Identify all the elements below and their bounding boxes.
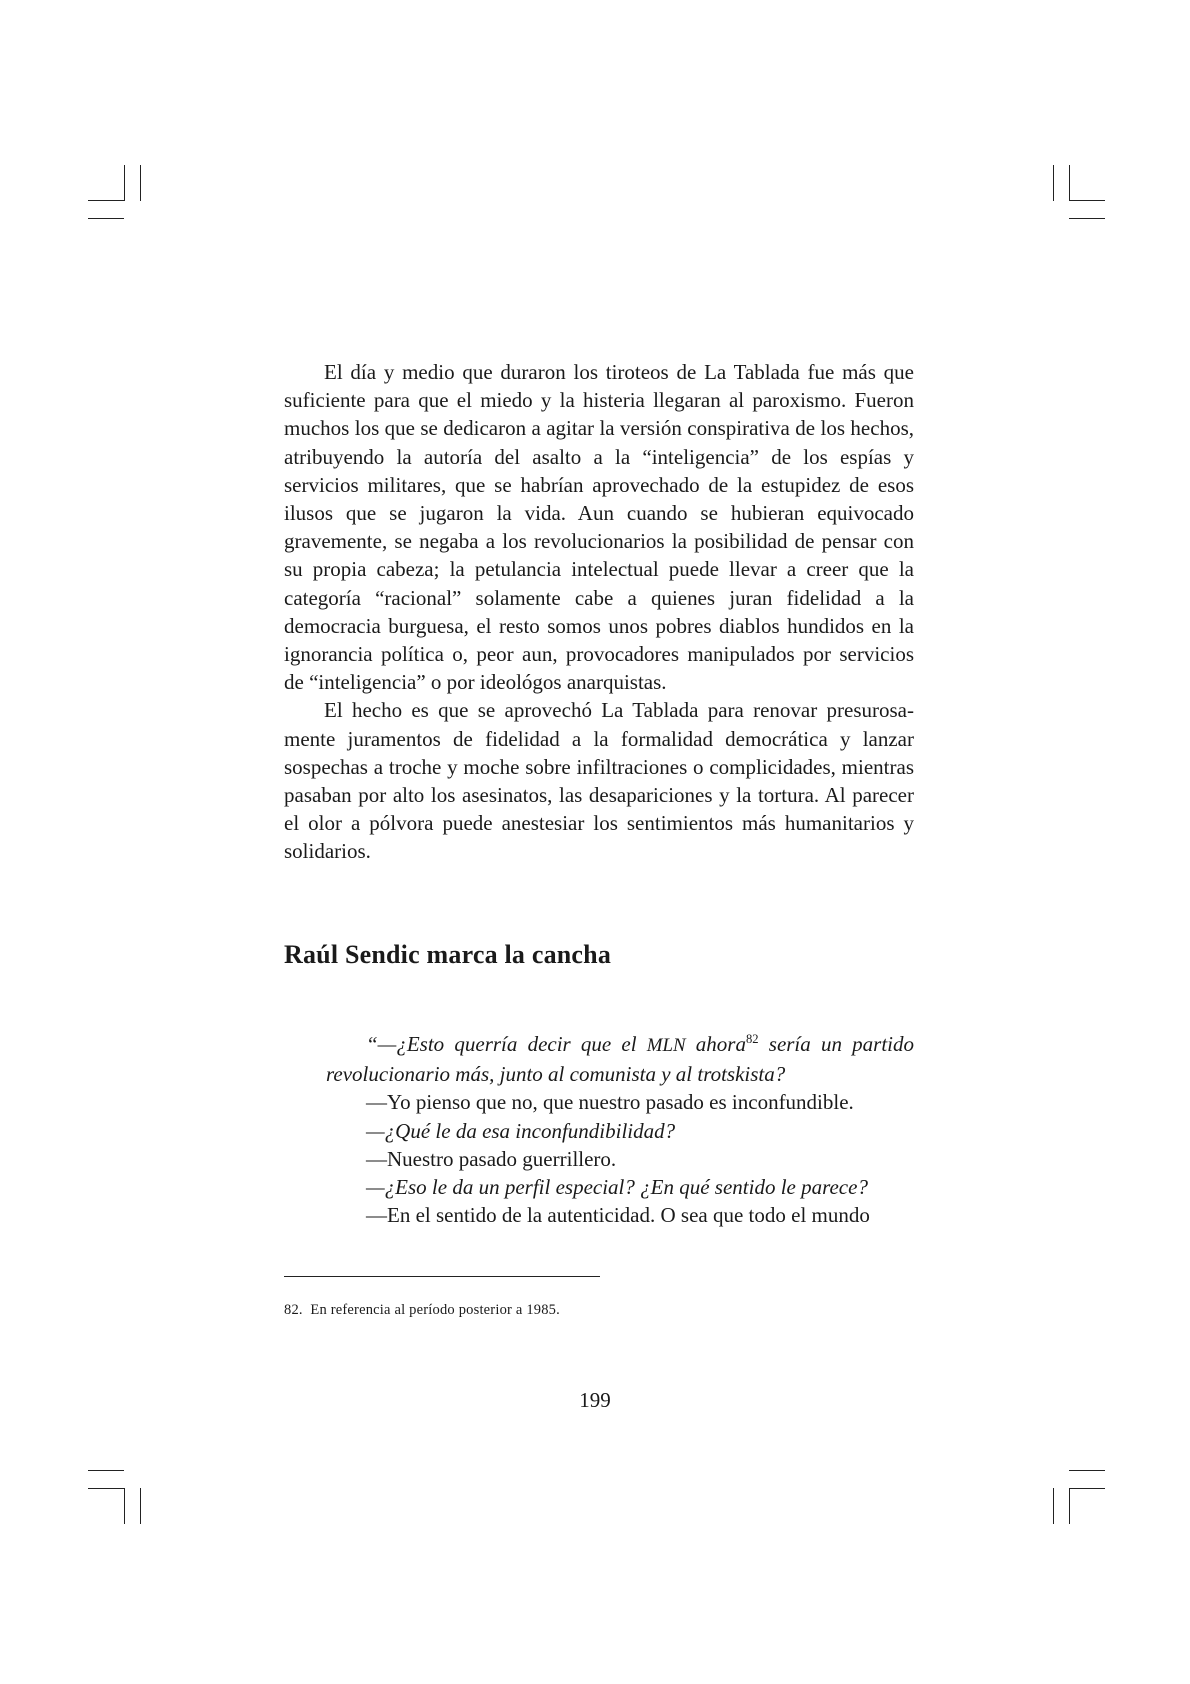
paragraph: El hecho es que se aprovechó La Tablada para renovar presurosamente juramentos de fidelidad a la formalidad democrática y lanzar sospechas a troche y moche sobre infiltraciones o complicidades, mientras pasaban por alto los asesinatos, las desapariciones y la tortura. Al parecer el olor a pólvora puede anestesiar los sentimientos más humanitarios y solidarios.	[284, 698, 914, 864]
interview-line: —¿Qué le da esa inconfundibilidad?	[366, 1118, 676, 1143]
crop-mark	[1069, 1488, 1105, 1489]
interview-line: —¿Eso le da un perfil especial? ¿En qué sentido le parece?	[366, 1175, 868, 1200]
crop-mark	[140, 165, 141, 201]
crop-mark	[1069, 165, 1070, 201]
crop-mark	[88, 1470, 124, 1471]
crop-mark	[1069, 218, 1105, 219]
acronym: MLN	[646, 1035, 686, 1056]
body-text	[284, 358, 914, 866]
question-text: sería un partido revolucionario más, junto al comunista y al trotskista?	[326, 1032, 914, 1087]
paragraph: El día y medio que duraron los tiroteos de La Tablada fue más que suficiente para que el miedo y la histeria llegaran al paroxismo. Fueron muchos los que se dedicaron a agitar la versión conspirativa de los hechos, atribuyendo la autoría del asalto a la “inteligencia” de los espías y servicios militares, que se habrían aprovechado de la estupidez de esos ilusos que se jugaron la vida. Aun cuando se hubieran equivocado gravemente, se negaba a los revolucionarios la posibilidad de pensar con su propia cabeza; la petulancia intelectual puede llevar a creer que la categoría “racional” solamente cabe a quienes juran fidelidad a la democracia burguesa, el resto somos unos pobres diablos hundidos en la ignorancia política o, peor aun, provocadores manipulados por servicios de “inteligencia” o por ideológos anarquistas.	[284, 360, 914, 695]
crop-mark	[1069, 1488, 1070, 1524]
crop-mark	[88, 218, 124, 219]
interview-line: —Yo pienso que no, que nuestro pasado es inconfundible.	[366, 1090, 854, 1115]
crop-mark	[124, 1488, 125, 1524]
crop-mark	[1053, 165, 1054, 201]
section-heading: Raúl Sendic marca la cancha	[284, 940, 612, 969]
question-text: ahora	[685, 1032, 746, 1056]
footnote-divider	[284, 1276, 600, 1277]
footnote-number: 82.	[284, 1302, 303, 1318]
crop-mark	[1069, 1470, 1105, 1471]
crop-mark	[88, 200, 124, 201]
question-text: “—¿Esto querría decir que el	[366, 1032, 647, 1056]
footnote	[284, 1300, 560, 1320]
footnote-text: En referencia al período posterior a 1985.	[310, 1302, 560, 1318]
crop-mark	[124, 165, 125, 201]
interview-quote	[326, 1030, 914, 1229]
interview-line: —En el sentido de la autenticidad. O sea que todo el mundo	[366, 1203, 870, 1228]
interview-question	[326, 1030, 914, 1088]
interview-line: —Nuestro pasado guerrillero.	[366, 1146, 617, 1171]
page-number: 199	[579, 1388, 611, 1412]
crop-mark	[88, 1488, 124, 1489]
crop-mark	[1069, 200, 1105, 201]
crop-mark	[1053, 1488, 1054, 1524]
footnote-reference: 82	[745, 1032, 759, 1046]
crop-mark	[140, 1488, 141, 1524]
